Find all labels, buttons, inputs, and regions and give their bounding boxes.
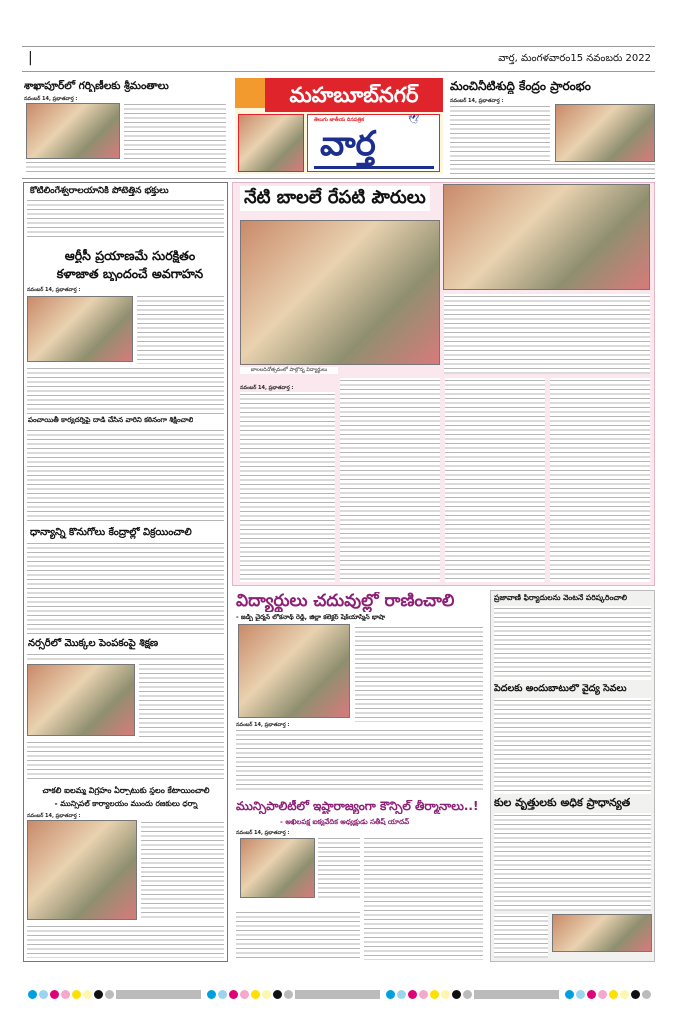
headline-chakali: చాకలి ఐలమ్మ విగ్రహం ఏర్పాటుకు స్థలం కేటాయించాలి [42, 786, 210, 795]
article-body-text [550, 378, 650, 582]
top-rule [22, 46, 655, 47]
caste-photo [552, 914, 652, 952]
page-marker: | [28, 50, 33, 66]
article-body-text [236, 910, 360, 960]
article-body-text [236, 728, 483, 792]
municipality-photo [240, 838, 315, 898]
article-body-text [27, 541, 224, 637]
dam-photo [238, 114, 304, 172]
article-body-text [240, 392, 335, 582]
photo-caption: బాలలదినోత్సవంలో పాల్గొన్న విద్యార్థులు [240, 367, 338, 374]
headline-medical: పేదలకు అందుబాటులో వైద్య సేవలు [494, 684, 627, 694]
headline-shakapur: శాఖాపూర్‌లో గర్భిణీలకు శ్రీమంతాలు [24, 80, 169, 92]
headline-grain: ధాన్యాన్ని కొనుగోలు కేంద్రాల్లో విక్రయించాలి [30, 527, 192, 538]
article-body-text [27, 652, 224, 662]
headline-childrens-day: నేటి బాలలే రేపటి పౌరులు [240, 186, 430, 211]
dove-icon: 🕊 [408, 115, 420, 125]
headline-caste: కుల వృత్తులకు అధిక ప్రాధాన్యత [494, 797, 631, 809]
article-body-text [444, 294, 650, 374]
tagline: తెలుగు జాతీయ దినపత్రిక [314, 117, 364, 123]
article-body-text [27, 924, 224, 958]
children-group-photo [240, 220, 440, 365]
children-meeting-photo [443, 184, 650, 290]
article-body-text [494, 914, 548, 958]
article-body-text [137, 294, 224, 364]
masthead [235, 78, 443, 174]
article-body-text [450, 162, 655, 174]
nursery-photo [27, 664, 135, 736]
headline-nursery: నర్సరీలో మొక్కల పెంపకంపై శిక్షణ [28, 638, 159, 649]
section-rule [22, 178, 655, 179]
dateline: నవంబర్ 14, ప్రభాతవార్త : [27, 287, 81, 293]
article-body-text [26, 160, 226, 172]
headline-students: విద్యార్థులు చదువుల్లో రాణించాలి [236, 592, 455, 611]
dateline: నవంబర్ 14, ప్రభాతవార్త : [24, 96, 78, 102]
article-body-text [494, 606, 651, 680]
article-body-text [124, 102, 226, 160]
article-body-text [27, 366, 224, 414]
headline-rtc: ఆర్టీసీ ప్రయాణమే సురక్షితం [64, 249, 196, 263]
headline-panchayat: పంచాయితీ కార్యదర్శిపై దాడి చేసిన వారిని కఠినంగా శిక్షించాలి [28, 416, 194, 424]
article-body-text [318, 836, 360, 900]
article-body-text [27, 428, 224, 524]
logo-box [307, 114, 440, 172]
subhead-municipality: - అఖిలపక్ష ఐక్యవేదిక అధ్యక్షుడు సతీష్ యాదవ్ [280, 818, 410, 826]
dateline: నవంబర్ 14, ప్రభాతవార్త : [240, 385, 294, 391]
headline-prajavani: ప్రజావాణి ఫిర్యాదులను వెంటనే పరిష్కరించాలి [494, 594, 628, 602]
article-body-text [141, 820, 224, 920]
headline-water-plant: మంచినీటిశుద్ధి కేంద్రం ప్రారంభం [450, 80, 591, 93]
subhead-students: - జడ్పీ చైర్మన్ లోకనాథ్ రెడ్డి, జిల్లా కలెక్టర్ షేక్‌యాస్మిన్ భాషా [236, 614, 386, 621]
date-line: వార్త, మంగళవారం15 నవంబరు 2022 [498, 53, 651, 64]
students-photo [238, 624, 350, 718]
article-body-text [27, 198, 224, 240]
article-body-text [364, 836, 483, 960]
article-body-text [450, 104, 550, 162]
article-body-text [445, 378, 545, 582]
dateline: నవంబర్ 14, ప్రభాతవార్త : [450, 98, 504, 104]
article-body-text [139, 662, 224, 738]
dateline: నవంబర్ 14, ప్రభాతవార్త : [27, 813, 81, 819]
article-body-text [340, 378, 440, 582]
article-body-text [27, 740, 224, 782]
water-plant-photo [555, 104, 655, 162]
article-body-text [355, 625, 483, 722]
dateline: నవంబర్ 14, ప్రభాతవార్త : [236, 722, 290, 728]
headline-municipality: మున్సిపాలిటీలో ఇష్టారాజ్యంగా కౌన్సిల్ తీర్మానాలు..! [236, 800, 479, 813]
dateline: నవంబర్ 14, ప్రభాతవార్త : [236, 830, 290, 836]
color-registration-strip [28, 990, 653, 999]
article-body-text [494, 698, 651, 794]
headline-kotilingeshwara: కోటిలింగేశ్వరాలయానికి పోటెత్తిన భక్తులు [30, 186, 169, 196]
rtc-photo [27, 296, 133, 362]
article-body-text [494, 813, 651, 911]
headline-rtc-2: కళాజాత బృందంచే అవగాహన [56, 267, 204, 281]
shakapur-photo [26, 103, 120, 159]
chakali-photo [27, 820, 137, 920]
edition-name: మహబూబ్‌నగర్ [265, 78, 443, 112]
subhead-chakali: - మున్సిపల్ కార్యాలయం ముందు రజకులు ధర్నా [54, 800, 198, 808]
logo-vaartha: వార్త [320, 124, 376, 164]
header-rule [22, 71, 655, 72]
